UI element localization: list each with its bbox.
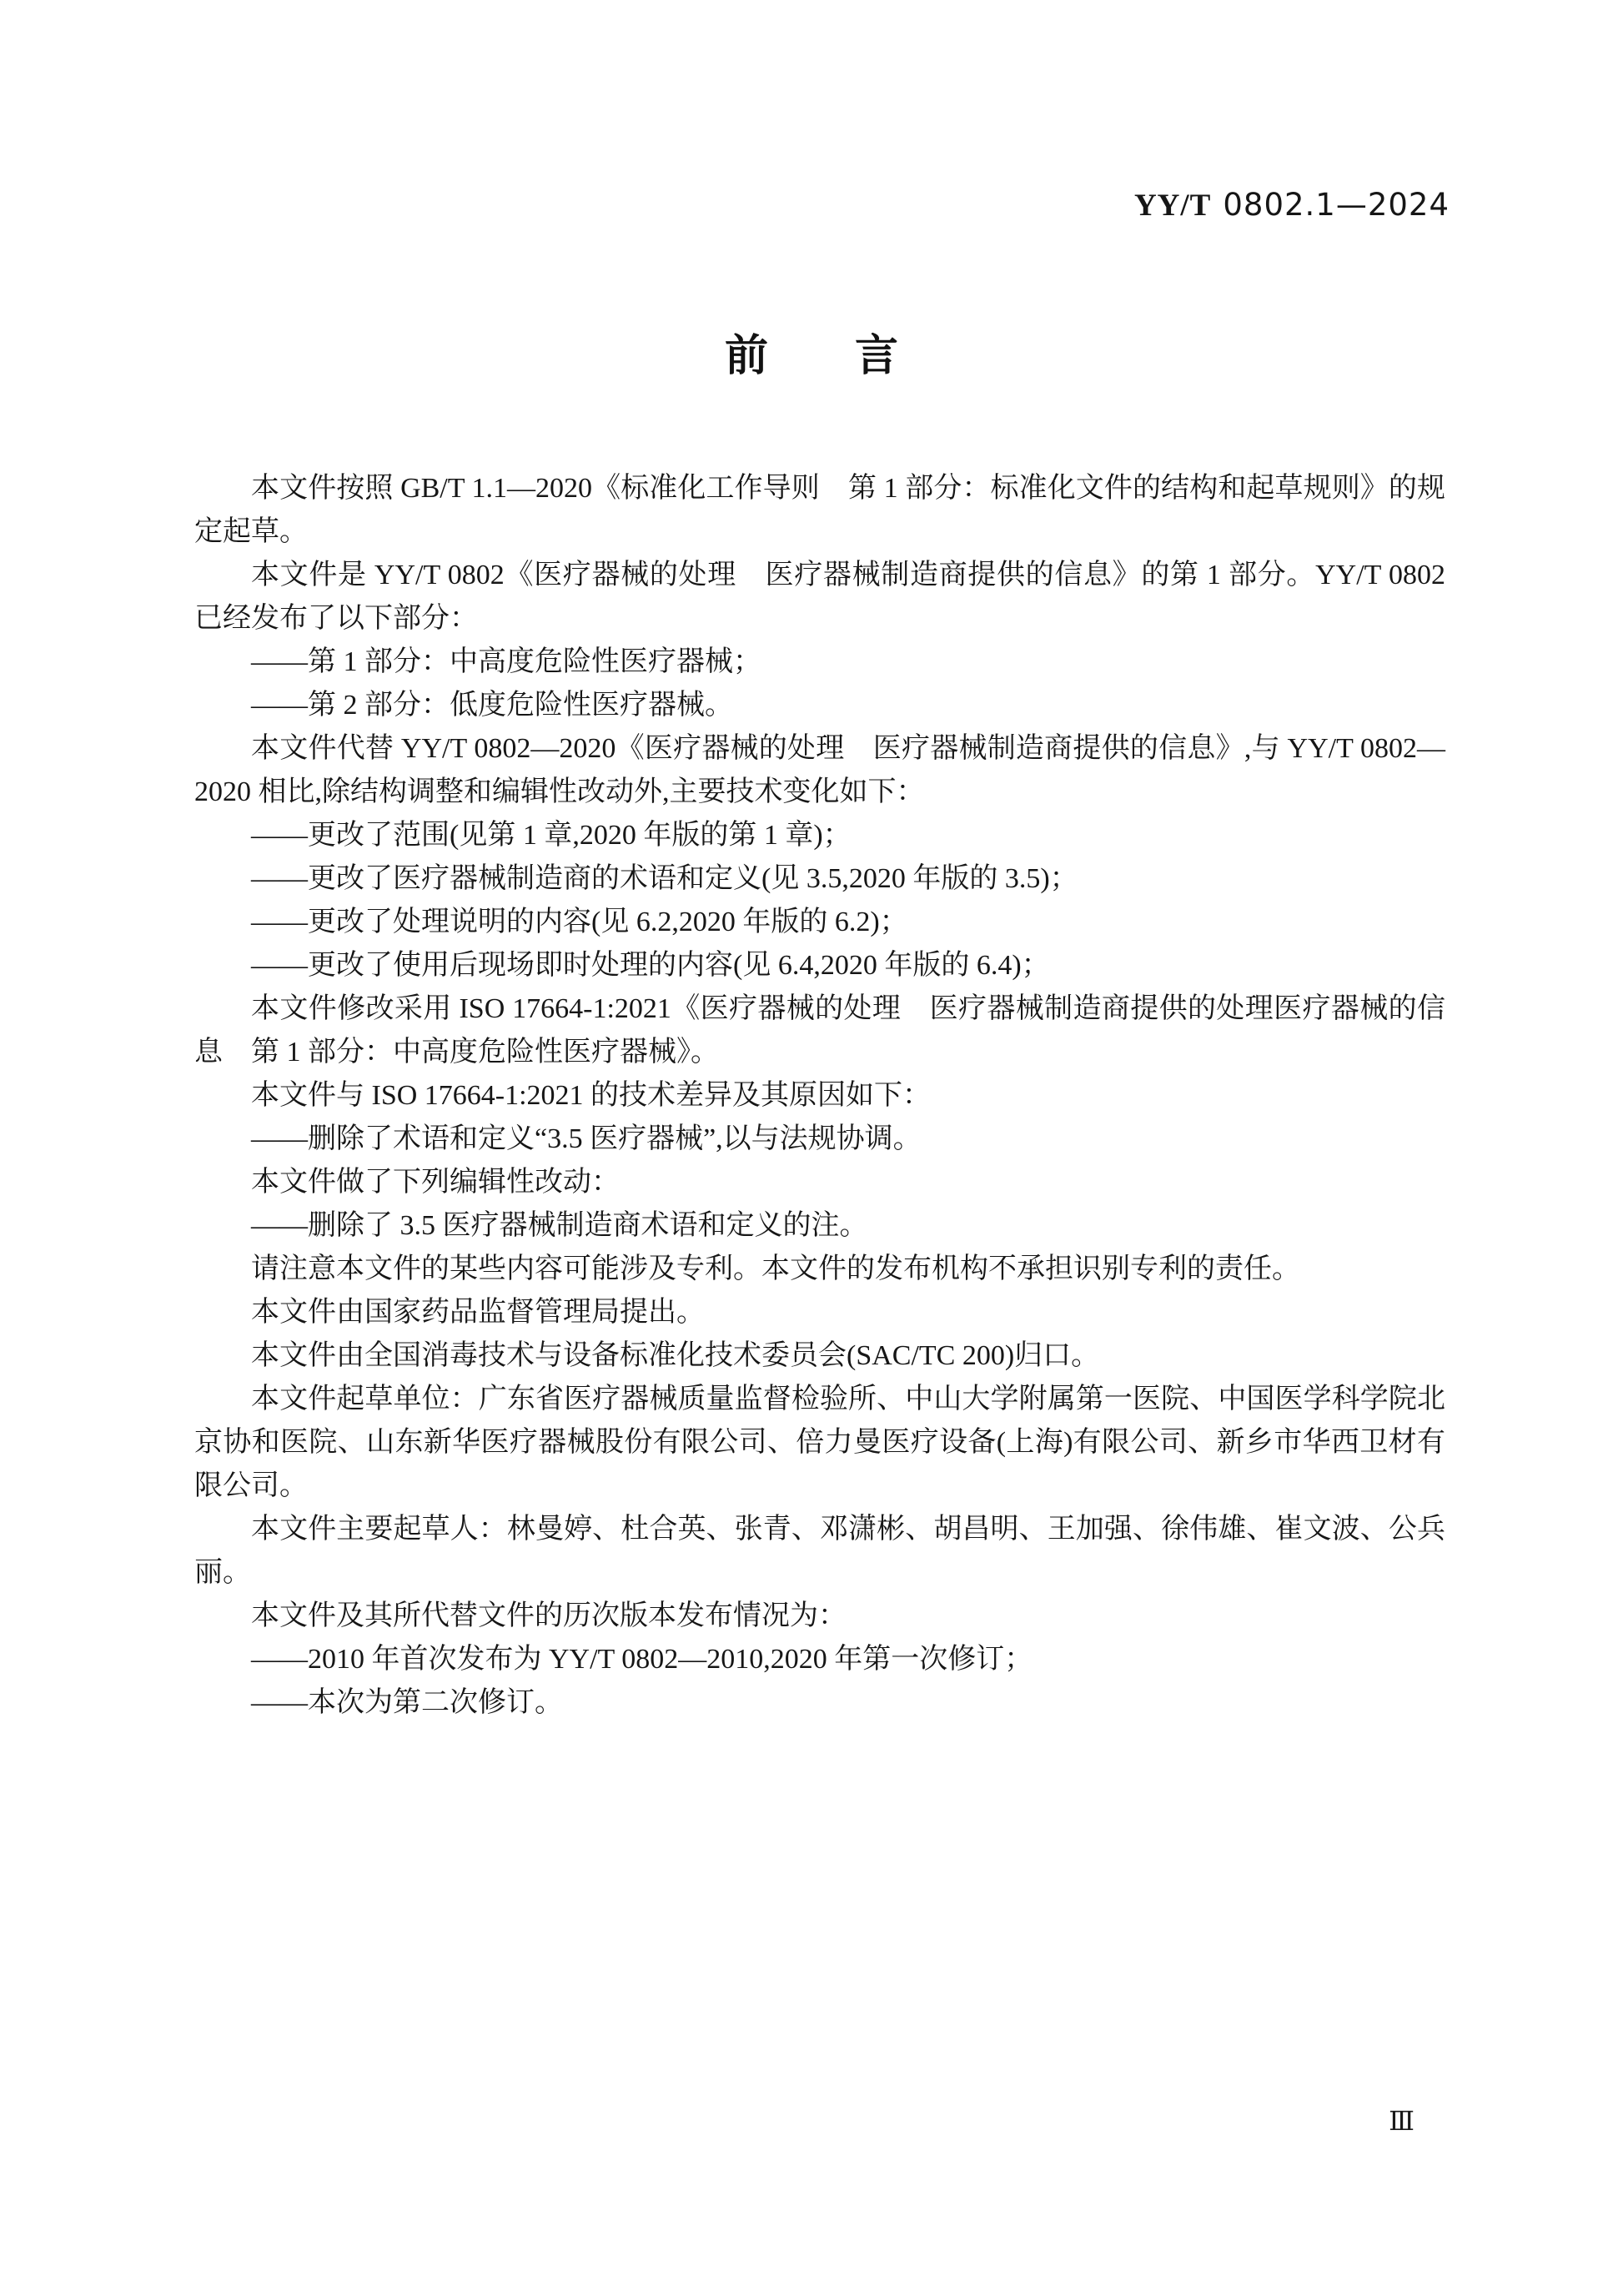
paragraph: 请注意本文件的某些内容可能涉及专利。本文件的发布机构不承担识别专利的责任。 (251, 1254, 1300, 1284)
dash-item: ——本次为第二次修订。 (251, 1687, 563, 1718)
foreword-body (194, 467, 1445, 1725)
dash-item: ——删除了 3.5 医疗器械制造商术语和定义的注。 (251, 1210, 868, 1241)
standard-code (1134, 187, 1450, 224)
paragraph: 本文件按照 GB/T 1.1—2020《标准化工作导则 第 1 部分：标准化文件的结构和起草规则》的规定起草。 (194, 473, 1445, 547)
dash-item: ——更改了范围(见第 1 章,2020 年版的第 1 章)； (251, 820, 852, 851)
dash-item: ——第 2 部分：低度危险性医疗器械。 (251, 690, 733, 721)
standard-code-prefix: YY/T (1133, 188, 1212, 223)
paragraph: 本文件做了下列编辑性改动： (251, 1167, 620, 1198)
page-title: 前 言 (724, 332, 898, 380)
paragraph: 本文件由国家药品监督管理局提出。 (251, 1297, 705, 1328)
dash-item: ——更改了医疗器械制造商的术语和定义(见 3.5,2020 年版的 3.5)； (251, 863, 1078, 894)
paragraph: 本文件代替 YY/T 0802—2020《医疗器械的处理 医疗器械制造商提供的信息》,与 YY/T 0802—2020 相比,除结构调整和编辑性改动外,主要技术变化如下： (194, 733, 1445, 807)
standard-code-number: 0802.1—2024 (1223, 187, 1450, 223)
dash-item: ——更改了使用后现场即时处理的内容(见 6.4,2020 年版的 6.4)； (251, 950, 1050, 981)
paragraph: 本文件由全国消毒技术与设备标准化技术委员会(SAC/TC 200)归口。 (251, 1340, 1100, 1371)
paragraph: 本文件修改采用 ISO 17664-1:2021《医疗器械的处理 医疗器械制造商提供的处理医疗器械的信息 第 1 部分：中高度危险性医疗器械》。 (194, 993, 1445, 1068)
paragraph: 本文件主要起草人：林曼婷、杜合英、张青、邓潇彬、胡昌明、王加强、徐伟雄、崔文波、公兵丽。 (194, 1514, 1445, 1588)
paragraph: 本文件及其所代替文件的历次版本发布情况为： (251, 1600, 847, 1631)
dash-item: ——2010 年首次发布为 YY/T 0802—2010,2020 年第一次修订； (251, 1644, 1033, 1675)
page-number: Ⅲ (1389, 2106, 1414, 2136)
dash-item: ——删除了术语和定义“3.5 医疗器械”,以与法规协调。 (251, 1123, 922, 1154)
dash-item: ——第 1 部分：中高度危险性医疗器械； (251, 646, 761, 677)
paragraph: 本文件起草单位：广东省医疗器械质量监督检验所、中山大学附属第一医院、中国医学科学院北京协和医院、山东新华医疗器械股份有限公司、倍力曼医疗设备(上海)有限公司、新乡市华西卫材有限公司。 (194, 1384, 1445, 1501)
dash-item: ——更改了处理说明的内容(见 6.2,2020 年版的 6.2)； (251, 907, 908, 937)
paragraph: 本文件与 ISO 17664-1:2021 的技术差异及其原因如下： (251, 1080, 932, 1111)
paragraph: 本文件是 YY/T 0802《医疗器械的处理 医疗器械制造商提供的信息》的第 1 部分。YY/T 0802 已经发布了以下部分： (194, 560, 1445, 634)
